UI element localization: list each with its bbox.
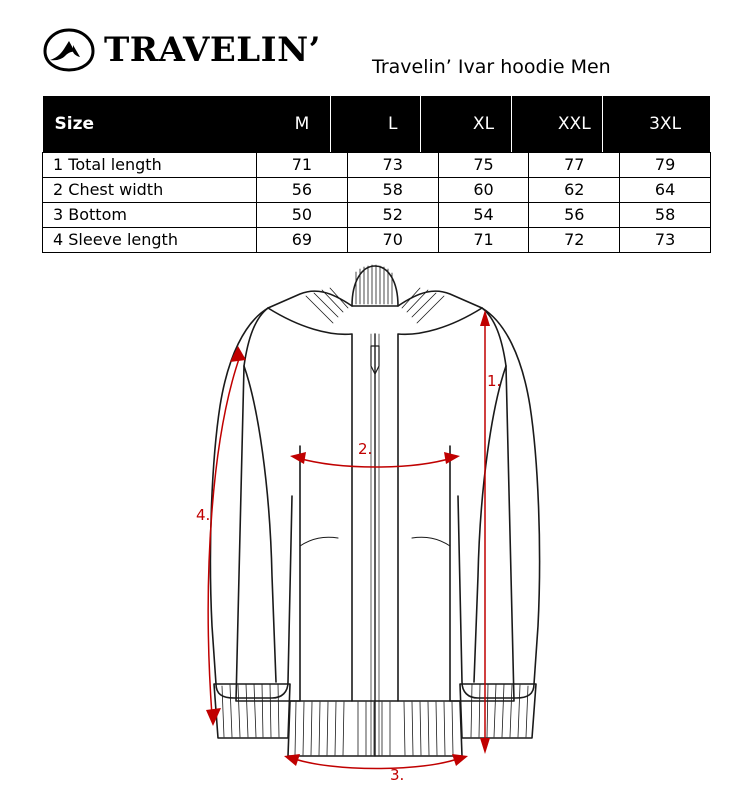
row-label-bottom: 3 Bottom bbox=[43, 203, 257, 228]
measure-label-1: 1. bbox=[487, 372, 502, 390]
measure-1-arrow-bottom bbox=[480, 738, 490, 754]
header bbox=[0, 14, 750, 88]
cell-sleeve-length-xxl: 72 bbox=[529, 228, 620, 253]
left-pocket-opening bbox=[300, 537, 338, 546]
row-label-sleeve-length: 4 Sleeve length bbox=[43, 228, 257, 253]
brand-name: TRAVELIN’ bbox=[104, 30, 321, 70]
cell-bottom-xxl: 56 bbox=[529, 203, 620, 228]
cell-bottom-3xl: 58 bbox=[620, 203, 711, 228]
cell-sleeve-length-3xl: 73 bbox=[620, 228, 711, 253]
table-header-row bbox=[43, 96, 711, 153]
hem-ribbing bbox=[295, 702, 453, 755]
right-pocket-opening bbox=[412, 537, 450, 546]
header-separator bbox=[330, 96, 331, 152]
cell-total-length-xxl: 77 bbox=[529, 153, 620, 178]
cell-sleeve-length-xl: 71 bbox=[438, 228, 529, 253]
size-table bbox=[42, 96, 711, 253]
table-header-xxl: XXL bbox=[529, 96, 620, 153]
left-front-panel bbox=[268, 308, 352, 701]
measure-4-arrow-top bbox=[230, 346, 246, 362]
measure-label-3: 3. bbox=[390, 766, 405, 784]
row-label-chest-width: 2 Chest width bbox=[43, 178, 257, 203]
cell-chest-width-l: 58 bbox=[347, 178, 438, 203]
right-sleeve-seam bbox=[474, 366, 506, 682]
cell-bottom-l: 52 bbox=[347, 203, 438, 228]
measure-3-arrow-left bbox=[284, 754, 300, 766]
header-separator bbox=[420, 96, 421, 152]
cell-chest-width-3xl: 64 bbox=[620, 178, 711, 203]
cell-chest-width-m: 56 bbox=[257, 178, 348, 203]
measure-2-arrow-left bbox=[290, 452, 306, 464]
cell-total-length-l: 73 bbox=[347, 153, 438, 178]
left-sleeve-outline bbox=[210, 308, 292, 698]
right-sleeve-outline bbox=[458, 308, 540, 698]
collar-outline bbox=[352, 266, 398, 306]
mountain-logo-icon bbox=[42, 28, 96, 72]
measure-label-2: 2. bbox=[358, 440, 373, 458]
measure-label-4: 4. bbox=[196, 506, 211, 524]
table-header-l: L bbox=[347, 96, 438, 153]
right-front-panel bbox=[398, 308, 482, 701]
cell-chest-width-xl: 60 bbox=[438, 178, 529, 203]
measure-3-arrow-right bbox=[452, 754, 468, 766]
cell-sleeve-length-l: 70 bbox=[347, 228, 438, 253]
brand-logo bbox=[42, 28, 321, 72]
row-label-total-length: 1 Total length bbox=[43, 153, 257, 178]
cell-chest-width-xxl: 62 bbox=[529, 178, 620, 203]
cell-bottom-m: 50 bbox=[257, 203, 348, 228]
cell-total-length-3xl: 79 bbox=[620, 153, 711, 178]
measure-4-arrow-bottom bbox=[206, 708, 221, 726]
table-row bbox=[43, 153, 711, 178]
table-header-3xl: 3XL bbox=[620, 96, 711, 153]
page-title: Travelin’ Ivar hoodie Men bbox=[372, 56, 611, 78]
cell-total-length-m: 71 bbox=[257, 153, 348, 178]
table-row bbox=[43, 178, 711, 203]
table-header-m: M bbox=[257, 96, 348, 153]
garment-illustration bbox=[0, 246, 750, 800]
header-separator bbox=[602, 96, 603, 152]
header-separator bbox=[511, 96, 512, 152]
cell-bottom-xl: 54 bbox=[438, 203, 529, 228]
left-sleeve-seam bbox=[244, 366, 276, 682]
table-row bbox=[43, 203, 711, 228]
table-header-xl: XL bbox=[438, 96, 529, 153]
measure-4-line bbox=[208, 356, 240, 716]
measure-3-line bbox=[292, 758, 460, 769]
cell-sleeve-length-m: 69 bbox=[257, 228, 348, 253]
table-header-size: Size bbox=[43, 96, 257, 153]
cell-total-length-xl: 75 bbox=[438, 153, 529, 178]
measure-2-arrow-right bbox=[444, 452, 460, 464]
